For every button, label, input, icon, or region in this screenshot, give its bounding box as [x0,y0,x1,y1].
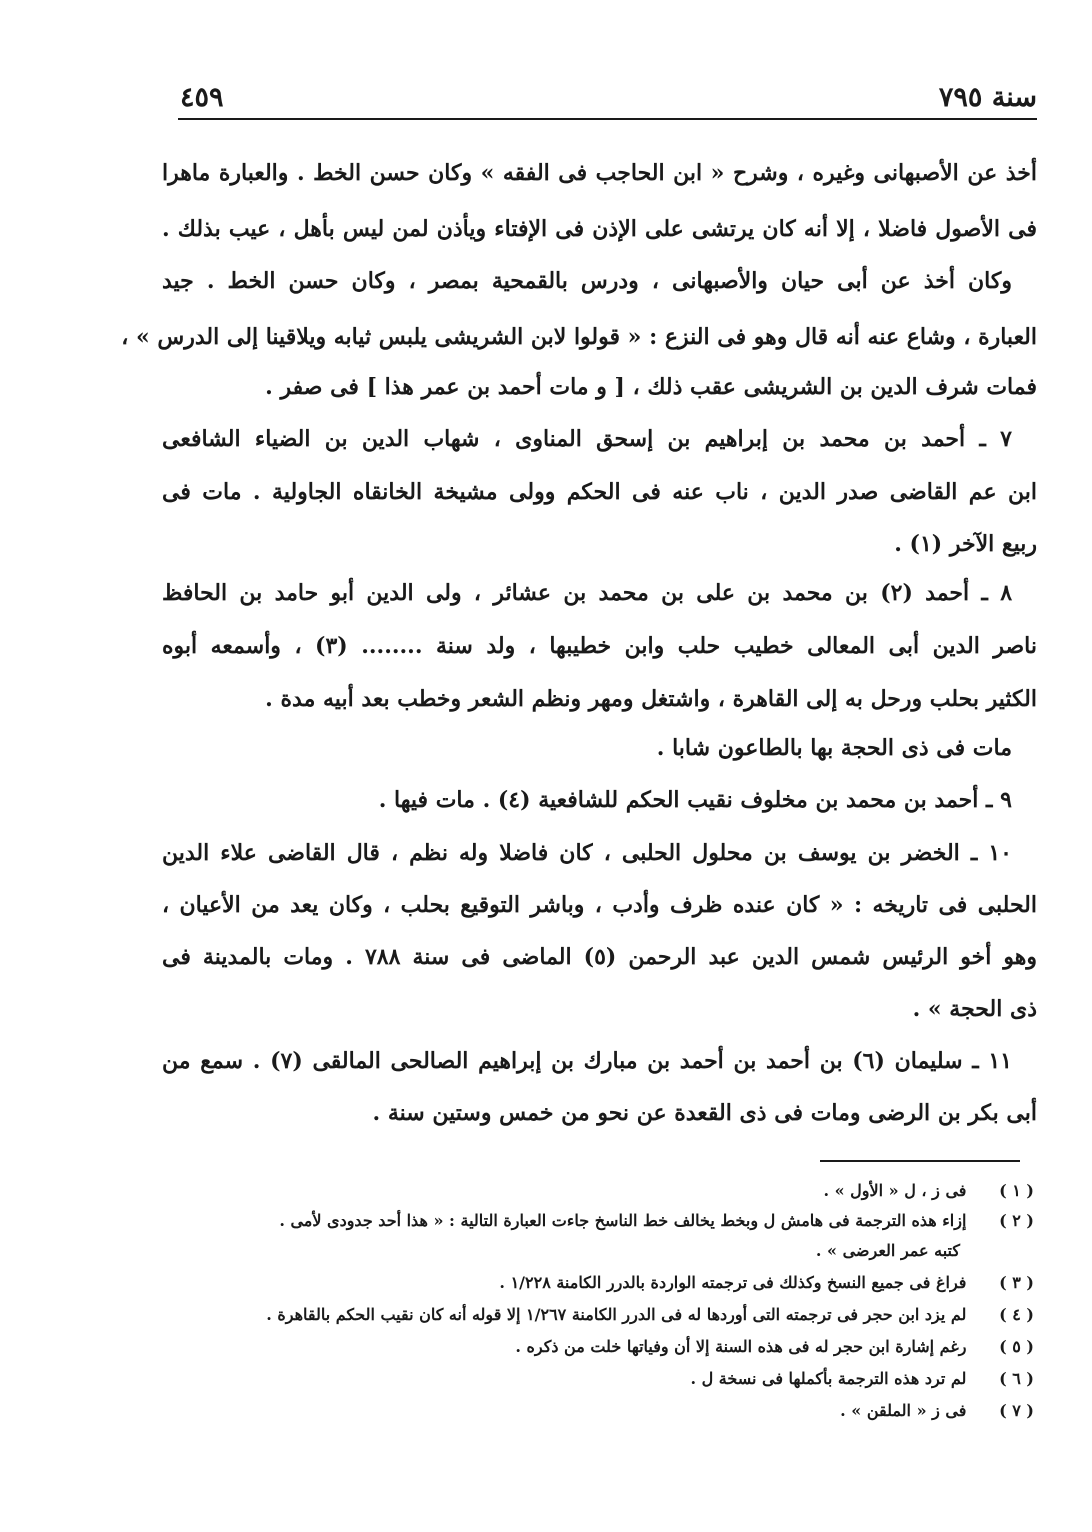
body-line: العبارة ، وشاع عنه أنه قال وهو فى النزع : « قولوا لابن الشريشى يلبس ثيابه ويلاقينا إلى الدرس » ، [121,324,1037,350]
footnote-text: كتبه عمر العرضى » . [815,1241,960,1260]
body-line: ٨ ـ أحمد (٢) بن محمد بن على بن محمد بن عشائر ، ولى الدين أبو حامد بن الحافظ [162,580,1013,606]
footnote [150,1304,1034,1326]
body-line: فمات شرف الدين بن الشريشى عقب ذلك ، [ و مات أحمد بن عمر هذا ] فى صفر . [265,374,1037,400]
header-rule [178,118,1037,120]
footnote-text: فراغ فى جميع النسخ وكذلك فى ترجمته الواردة بالدرر الكامنة ١/٢٢٨ . [499,1273,967,1292]
body-line: أخذ عن الأصبهانى وغيره ، وشرح « ابن الحاجب فى الفقه » وكان حسن الخط . والعبارة ماهرا [162,160,1037,186]
running-head-year: سنة ٧٩٥ [938,82,1037,113]
footnote-number: ( ٢ ) [999,1211,1034,1230]
body-line: الحلبى فى تاريخه : « كان عنده ظرف وأدب ، وباشر التوقيع بحلب ، وكان يعد من الأعيان ، [162,892,1037,918]
body-line: وهو أخو الرئيس شمس الدين عبد الرحمن (٥) الماضى فى سنة ٧٨٨ . ومات بالمدينة فى [162,944,1037,970]
footnote-number: ( ١ ) [999,1181,1034,1200]
footnote-number: ( ٦ ) [999,1369,1034,1388]
footnote-text: إزاء هذه الترجمة فى هامش ل وبخط يخالف خط الناسخ جاءت العبارة التالية : « هذا أحد جدودى لأمى . [279,1211,967,1230]
page-number: ٤٥٩ [180,82,224,113]
footnote-number: ( ٣ ) [999,1273,1034,1292]
footnote-number: ( ٧ ) [999,1401,1034,1420]
footnote [150,1400,1034,1422]
footnote-text: فى ز ، ل « الأول » . [823,1181,967,1200]
footnote-number: ( ٥ ) [999,1337,1034,1356]
footnote [150,1336,1034,1358]
footnote [150,1210,1034,1232]
footnote-text: رغم إشارة ابن حجر له فى هذه السنة إلا أن وفياتها خلت من ذكره . [515,1337,967,1356]
body-line: ذى الحجة » . [912,996,1037,1022]
footnote [150,1272,1034,1294]
footnote-text: لم ترد هذه الترجمة بأكملها فى نسخة ل . [690,1369,967,1388]
footnote-continuation [150,1240,960,1262]
page-header [180,82,1037,116]
footnote-rule [820,1160,1020,1162]
footnote-text: فى ز « الملقن » . [840,1401,967,1420]
body-line: فى الأصول فاضلا ، إلا أنه كان يرتشى على الإذن فى الإفتاء ويأذن لمن ليس بأهل ، عيب بذلك . [162,216,1038,242]
footnote [150,1368,1034,1390]
body-line: أبى بكر بن الرضى ومات فى ذى القعدة عن نحو من خمس وستين سنة . [372,1100,1037,1126]
body-line: مات فى ذى الحجة بها بالطاعون شابا . [656,735,1012,761]
footnote-text: لم يزد ابن حجر فى ترجمته التى أوردها له فى الدرر الكامنة ١/٢٦٧ إلا قوله أنه كان نقيب الحكم بالقاهرة . [266,1305,967,1324]
body-line: ربيع الآخر (١) . [894,531,1037,557]
body-line: ١٠ ـ الخضر بن يوسف بن محلول الحلبى ، كان فاضلا وله نظم ، قال القاضى علاء الدين [162,840,1012,866]
body-line: ٧ ـ أحمد بن محمد بن إبراهيم بن إسحق المناوى ، شهاب الدين بن الضياء الشافعى [162,426,1012,452]
body-line: الكثير بحلب ورحل به إلى القاهرة ، واشتغل ومهر ونظم الشعر وخطب بعد أبيه مدة . [265,686,1037,712]
footnote-number: ( ٤ ) [999,1305,1034,1324]
footnote [150,1180,1034,1202]
body-line: ناصر الدين أبى المعالى خطيب حلب وابن خطيبها ، ولد سنة ........ (٣) ، وأسمعه أبوه [162,633,1037,659]
body-line: ١١ ـ سليمان (٦) بن أحمد بن أحمد بن مبارك بن إبراهيم الصالحى المالقى (٧) . سمع من [162,1048,1012,1074]
body-line: ٩ ـ أحمد بن محمد بن مخلوف نقيب الحكم للشافعية (٤) . مات فيها . [378,787,1012,813]
body-line: وكان أخذ عن أبى حيان والأصبهانى ، ودرس بالقمحية بمصر ، وكان حسن الخط . جيد [162,268,1012,294]
body-line: ابن عم القاضى صدر الدين ، ناب عنه فى الحكم وولى مشيخة الخانقاه الجاولية . مات فى [162,479,1037,505]
